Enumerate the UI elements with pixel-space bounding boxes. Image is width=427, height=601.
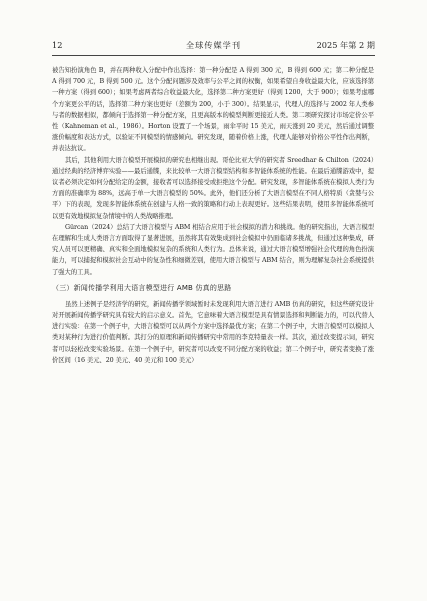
paragraph: 被告知扮演角色 B，并在两种收入分配中作出选择：第一种分配是 A 得到 300 元，B 得到 600 元；第二种分配是 A 得到 700 元，B 得到 500 元。这个分配问题涉及效率与公平之间的权衡，如果希望自身收益最大化，应该选择第一种方案（得到 600）；如果考虑两者综合收益最大化，选择第二种方案更好（得到 1200，大于 900）；如果考虑哪个方案更公平的话，选择第二种方案也更好（差额为 200，小于 300）。结果显示，代理人的选择与 2002 年人类参与者的数据相似，都倾向于选择第一种分配方案，且更高版本的模型判断更接近人类。第二项研究探讨市场定价公平性（Kahneman et al.，1986）。Horton 设置了一个场景，雨伞平时 15 美元，雨天涨到 20 美元，然后通过调整涨价幅度和表达方式，以验证不同模型的情感倾向。研究发现，随着价格上涨，代理人能够对价格公平性作出判断，并表达抗议。 [52,67,374,153]
paragraph: 虽然上述例子是经济学的研究，新闻传播学领域暂时未发现利用大语言进行 AMB 仿真的研究，但这些研究设计对开展新闻传播学研究具有较大的启示意义。首先，它意味着大语言模型是具有情景选择和判断能力的，可以代替人进行实验：在第一个例子中，大语言模型可以从两个方案中选择最优方案；在第二个例子中，大语言模型可以模拟人类对某种行为进行价值判断。其打分的原理和新闻传播研究中常用的李克特量表一样。其次，通过改变提示词，研究者可以轻松改变实验场景。在第一个例子中，研究者可以改变不同分配方案的收益；第二个例子中，研究者变换了涨价区间（16 美元、20 美元、40 美元和 100 美元） [52,300,374,364]
page-number: 12 [52,40,63,50]
journal-title: 全球传媒学刊 [185,40,242,50]
issue-label: 2025 年第 2 期 [316,40,375,50]
paragraph: Gürcan（2024）总结了大语言模型与 ABM 相结合应用于社会模拟的潜力和挑战。他的研究指出，大语言模型在理解和生成人类语言方面取得了显著进展，虽然将其有效集成到社会模拟中仍面临诸多挑战，但通过这种集成，研究人员可以更精确、真实和全面地模拟复杂的系统和人类行为。总体来说，通过大语言模型增强社会代理的角色扮演能力，可以捕捉和模拟社会互动中的复杂性和细微差别，使用大语言模型与 ABM 结合，则为理解复杂社会系统提供了强大的工具。 [52,223,374,276]
paragraph: 其后，其他利用大语言模型开展模拟的研究也相继出现。哥伦比亚大学的研究者 Sreedhar & Chilton（2024）通过经典的经济博弈实验——最后通牒，来比较单一大语言模型结构和多智能体系统的性能。在最后通牒游戏中，提议者必须决定如何分配给定的金额，接收者可以选择接受或拒绝这个分配。研究发现，多智能体系统在模拟人类行为方面的准确率为 88%，远高于单一大语言模型的 50%。此外，他们还分析了大语言模型在不同人格特质（贪婪与公平）下的表现，发现多智能体系统在创建与人格一致的策略和行动上表现更好。这些结果表明，使用多智能体系统可以更有效地模拟复杂情境中的人类战略推理。 [52,156,374,220]
running-header [52,38,375,52]
section-heading: （三）新闻传播学利用大语言模型进行 AMB 仿真的思路 [52,283,232,292]
header-rule [52,55,375,56]
body-text [52,65,374,366]
